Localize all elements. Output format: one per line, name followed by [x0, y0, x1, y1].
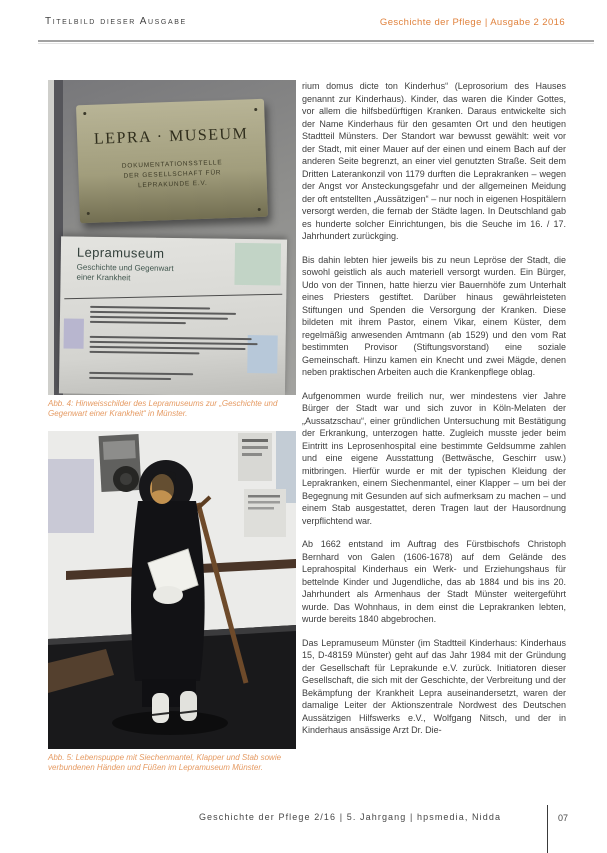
poster-subtitle-line: einer Krankheit: [76, 272, 131, 283]
page-number: 07: [558, 813, 569, 823]
plaque-line: DOKUMENTATIONSSTELLE: [121, 159, 223, 170]
article-paragraph: Das Lepramuseum Münster (im Stadtteil Kinderhaus: Kinderhaus 15, D-48159 Münster) geht auf das Jahr 1984 mit der Gründung der Gesellschaft für Leprakunde e.V. zurück. Initiatoren dieser Gesellschaft, die sich mit der Geschichte, der Verbreitung und der Bekämpfung der Krankheit Lepra auseinandersetzt, waren der damalige Leiter der Aktionszentrale Nordwest des Deutschen Aussätzigen Hilfswerks e.V., Wolfgang Nitsch, und der in Kinderhaus ansässige Arzt Dr. Die-: [302, 637, 566, 735]
header-issue-label: Geschichte der Pflege | Ausgabe 2 2016: [379, 17, 565, 28]
poster-fine-print: [89, 333, 259, 358]
photo-leper-doll: [48, 431, 296, 749]
article-paragraph: Bis dahin lebten hier jeweils bis zu neun Lepröse der Stadt, die sowohl geistlich als auch materiell versorgt wurden. Ein Bürger, Udo von der Tinnen, hatte hierzu vier Bauernhöfe zum Unterhalt eines Priesters gestiftet. Darüber hinaus gewährleisteten Stiftungen und Spenden die Versorgung der Kranken. Diese bildeten mit ihrem Pastor, einem Vikar, einem Küster, dem regelmäßig anwesenden Amtmann (ab 1529) und den vom Rat bestimmten Provisor (Stiftungsvorstand) eine soziale Gemeinschaft. Hinzu kamen ein Knecht und zwei Mägde, denen neben praktischen Arbeiten auch die Krankenpflege oblag.: [302, 254, 566, 377]
poster-color-patch: [64, 318, 84, 348]
leper-doll-illustration: [48, 431, 296, 749]
figure-4-caption: Abb. 4: Hinweisschilder des Lepramuseums zur „Geschichte und Gegenwart einer Krankheit“ in Münster.: [48, 399, 278, 418]
article-paragraph: Aufgenommen wurde freilich nur, wer mindestens vier Jahre Bürger der Stadt war und sich zuvor in Köln-Melaten der „Aussatzschau“, einer gründlichen Untersuchung mit Bestätigung der Erkrankung, unterzogen hatte. Zugleich musste jeder beim Eintritt ins Leprosenhospital eine bestimmte Geldsumme zahlen und eine eigene Ausstattung (Bettwäsche, Geschirr usw.) mitbringen. Hierfür wurde er mit der typischen Kleidung der Leprakranken, einem Siechenmantel, einer Klapper – um bei der Begegnung mit Gesunden auf sich aufmerksam zu machen – und einem Stab ausgestattet, deren Tragen laut der Hausordnung verpflichtend war.: [302, 390, 566, 526]
article-paragraph: Ab 1662 entstand im Auftrag des Fürstbischofs Christoph Bernhard von Galen (1606-1678) auf dem Gelände des Leprahospital Kinderhaus ein Werk- und Erziehungshaus für bettelnde Kinder und Jugendliche, das ab 1884 und bis ins 20. Jahrhundert als Armenhaus der Stadt Münster weitergeführt wurde. Das Wohnhaus, in dem einst die Leprakranken lebten, wurde bereits 1840 abgebrochen.: [302, 539, 566, 624]
figure-5-caption: Abb. 5: Lebenspuppe mit Siechenmantel, Klapper und Stab sowie verbundenen Händen und Füßen im Lepramuseum Münster.: [48, 753, 282, 772]
plaque-title: LEPRA · MUSEUM: [93, 125, 249, 148]
plaque-line: DER GESELLSCHAFT FÜR: [123, 169, 222, 180]
poster-heading: [76, 245, 173, 284]
poster-subtitle: [76, 263, 173, 284]
photo-lepra-museum-signs: [48, 80, 296, 395]
footer-divider: [547, 805, 548, 853]
plaque-screw: [87, 212, 90, 215]
header-rule-shadow: [38, 43, 594, 44]
figure-column: [48, 80, 296, 773]
poster-color-patch: [234, 243, 281, 286]
plaque-line: LEPRAKUNDE E.V.: [137, 179, 208, 190]
museum-plaque: [76, 99, 268, 223]
plaque-screw: [83, 112, 86, 115]
poster-title: Lepramuseum: [76, 244, 165, 261]
article-body: [302, 80, 566, 806]
article-paragraph: rium domus dicte ton Kinderhus“ (Leprosorium des Hauses genannt zur Kinderhaus). Kinder, das waren die Kinder Gottes, vor allem die hilfsbedürftigen Kranken. Daraus entwickelte sich der Name Kinderhaus für den gesamten Ort und den heutigen Stadtteil Münsters. Der Standort war bewusst gewählt: weit vor der Stadt, mit einer Mauer auf der einen und einem Bach auf der anderen Seite begrenzt, an einer viel genutzten Straße. Seit dem Dritten Laterankonzil von 1179 durften die Leprakranken – wegen der Angst vor Ansteckungsgefahr und der allgemeinen Meidung der oft entstellten „Aussätzigen“ – nur noch in eigenen Hospitälern versorgt werden, die fernab der Städte lagen. In Deutschland gab es hunderte solcher Einrichtungen, bis die Seuche im 16. / 17. Jahrhundert zurückging.: [302, 81, 566, 241]
bandaged-foot: [152, 693, 169, 723]
poster-shelf-edge: [64, 294, 282, 300]
wall-poster: [48, 459, 94, 533]
poster-fine-print: [89, 369, 209, 384]
plaque-screw: [254, 108, 257, 111]
museum-poster: [59, 236, 287, 395]
footer-journal-info: Geschichte der Pflege 2/16 | 5. Jahrgang | hpsmedia, Nidda: [198, 812, 502, 822]
bandaged-hand: [153, 586, 183, 604]
poster-subtitle-line: Geschichte und Gegenwart: [76, 262, 174, 274]
header-section-label: Titelbild dieser Ausgabe: [45, 16, 187, 27]
plaque-subtitle: [78, 157, 267, 194]
poster-fine-print: [90, 303, 240, 328]
bandaged-foot: [180, 691, 197, 721]
header-rule: [38, 40, 594, 42]
plaque-screw: [258, 208, 261, 211]
